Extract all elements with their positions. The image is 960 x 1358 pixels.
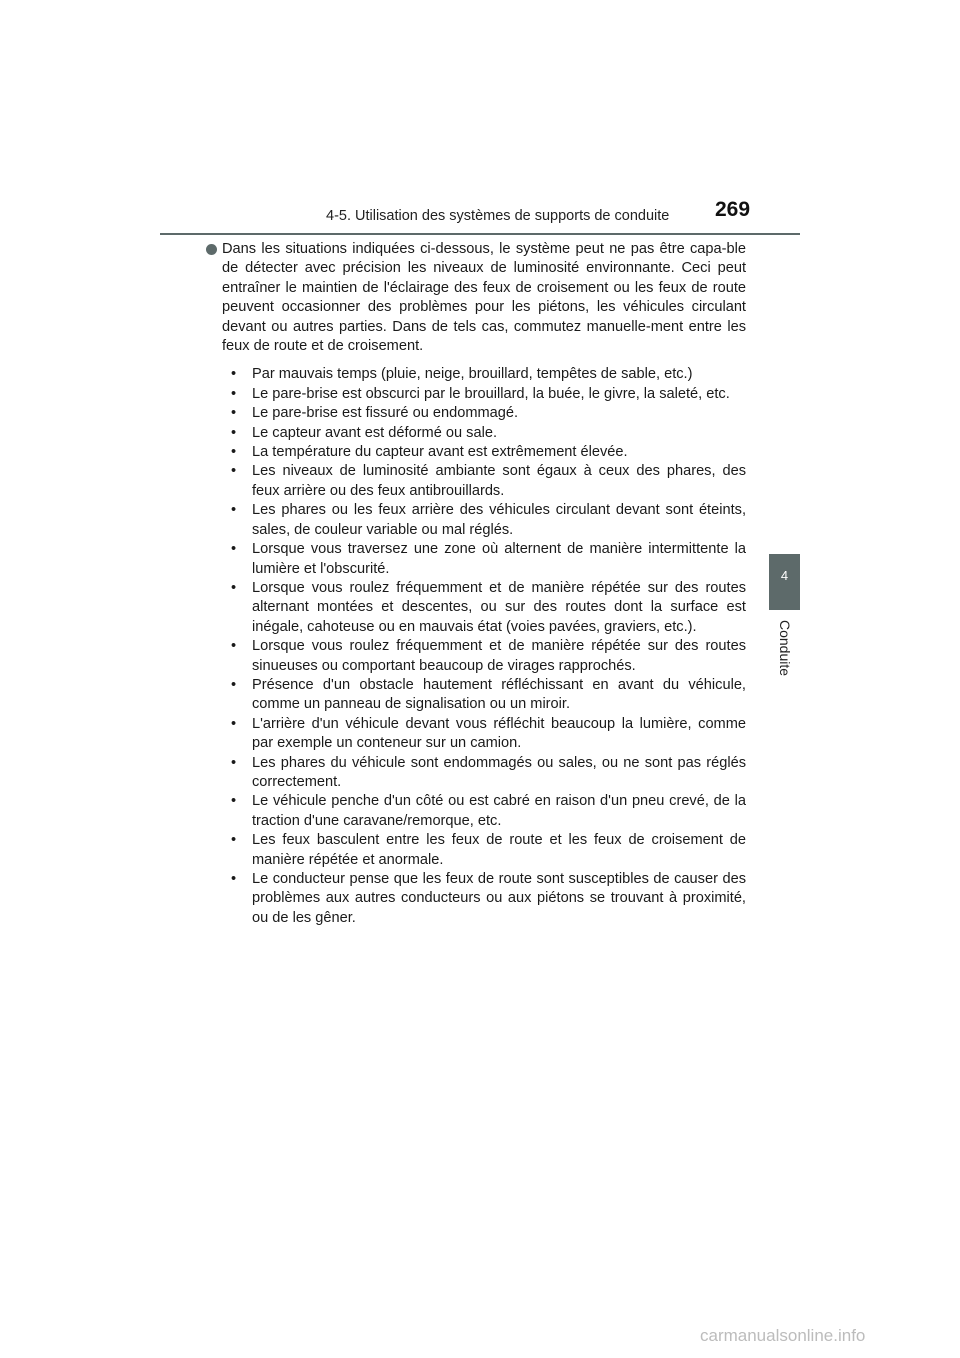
list-item bbox=[222, 579, 746, 637]
list-item-text: Par mauvais temps (pluie, neige, brouillard, tempêtes de sable, etc.) bbox=[252, 366, 693, 383]
list-item bbox=[222, 637, 746, 676]
list-item bbox=[222, 676, 746, 715]
conditions-list bbox=[222, 365, 746, 928]
list-item-text: Le capteur avant est déformé ou sale. bbox=[252, 424, 498, 441]
list-item bbox=[222, 462, 746, 501]
list-item bbox=[222, 540, 746, 579]
list-item bbox=[222, 715, 746, 754]
bullet-dot-icon: • bbox=[231, 871, 237, 887]
list-item-text: Les phares ou les feux arrière des véhicules circulant devant sont éteints, sales, de couleur variable ou mal réglés. bbox=[252, 502, 746, 538]
list-item-text: Les feux basculent entre les feux de route et les feux de croisement de manière répétée et anormale. bbox=[252, 832, 746, 868]
list-item-text: Lorsque vous traversez une zone où alternent de manière intermittente la lumière et l'obscurité. bbox=[252, 541, 746, 577]
header-divider bbox=[160, 233, 800, 235]
list-item bbox=[222, 424, 746, 443]
list-item bbox=[222, 870, 746, 928]
section-title: 4-5. Utilisation des systèmes de supports de conduite bbox=[326, 208, 670, 224]
page-header bbox=[160, 198, 800, 234]
list-item bbox=[222, 501, 746, 540]
bullet-dot-icon: • bbox=[231, 424, 237, 441]
list-item-text: Lorsque vous roulez fréquemment et de manière répétée sur des routes alternant montées et descentes, ou sur des routes dont la surface est inégale, cahoteuse ou en mauvais état (voies pavées, graviers, etc.). bbox=[252, 579, 746, 635]
intro-paragraph bbox=[222, 240, 746, 356]
list-item bbox=[222, 385, 746, 404]
bullet-dot-icon: • bbox=[231, 832, 237, 849]
list-item-text: L'arrière d'un véhicule devant vous réfléchit beaucoup la lumière, comme par exemple un conteneur sur un camion. bbox=[252, 715, 746, 752]
bullet-dot-icon: • bbox=[231, 638, 237, 655]
list-item-text: Le conducteur pense que les feux de route sont susceptibles de causer des problèmes aux autres conducteurs ou aux piétons se trouvant à proximité, ou de les gêner. bbox=[252, 871, 746, 926]
list-item bbox=[222, 443, 746, 462]
bullet-dot-icon: • bbox=[231, 502, 237, 519]
list-item-text: Le pare-brise est obscurci par le brouillard, la buée, le givre, la saleté, etc. bbox=[252, 385, 730, 402]
bullet-dot-icon: • bbox=[231, 541, 237, 558]
list-item-text: Le véhicule penche d'un côté ou est cabré en raison d'un pneu crevé, de la traction d'une caravane/remorque, etc. bbox=[252, 793, 746, 829]
list-item-text: Les niveaux de luminosité ambiante sont égaux à ceux des phares, des feux arrière ou des feux antibrouillards. bbox=[252, 463, 746, 499]
bullet-dot-icon: • bbox=[231, 579, 237, 596]
list-item bbox=[222, 365, 746, 384]
list-item-text: Présence d'un obstacle hautement réfléchissant en avant du véhicule, comme un panneau de signalisation ou un miroir. bbox=[252, 676, 746, 713]
list-item bbox=[222, 754, 746, 793]
bullet-dot-icon: • bbox=[231, 715, 237, 732]
bullet-dot-icon: • bbox=[231, 793, 237, 810]
bullet-dot-icon: • bbox=[231, 385, 237, 402]
bullet-dot-icon: • bbox=[231, 754, 237, 771]
bullet-dot-icon: • bbox=[231, 366, 237, 383]
chapter-tab bbox=[769, 554, 800, 610]
list-item-text: Lorsque vous roulez fréquemment et de manière répétée sur des routes sinueuses ou comportant beaucoup de virages rapprochés. bbox=[252, 638, 746, 674]
list-item bbox=[222, 831, 746, 870]
chapter-label-text: Conduite bbox=[777, 619, 793, 677]
bullet-dot-icon: • bbox=[231, 405, 237, 422]
chapter-number: 4 bbox=[780, 568, 789, 583]
list-item bbox=[222, 792, 746, 831]
intro-text: Dans les situations indiquées ci-dessous, le système peut ne pas être capa-ble de détecter avec précision les niveaux de luminosité environnante. Ceci peut entraîner le maintien de l'éclairage des feux de croisement ou les feux de route peuvent occasionner des problèmes pour les piétons, les véhicules circulant devant ou autres parties. Dans de tels cas, commutez manuelle-ment entre les feux de route et de croisement. bbox=[222, 241, 746, 355]
main-content bbox=[222, 240, 746, 928]
bullet-dot-icon: • bbox=[231, 676, 237, 693]
list-item-text: La température du capteur avant est extrêmement élevée. bbox=[252, 444, 628, 461]
list-item-text: Le pare-brise est fissuré ou endommagé. bbox=[252, 405, 519, 422]
watermark: carmanualsonline.info bbox=[700, 1326, 866, 1345]
chapter-label bbox=[776, 618, 794, 678]
circle-bullet-icon bbox=[206, 244, 217, 255]
page-number: 269 bbox=[715, 198, 751, 221]
list-item-text: Les phares du véhicule sont endommagés ou sales, ou ne sont pas réglés correctement. bbox=[252, 754, 746, 790]
list-item bbox=[222, 404, 746, 423]
bullet-dot-icon: • bbox=[231, 463, 237, 480]
bullet-dot-icon: • bbox=[231, 444, 237, 461]
